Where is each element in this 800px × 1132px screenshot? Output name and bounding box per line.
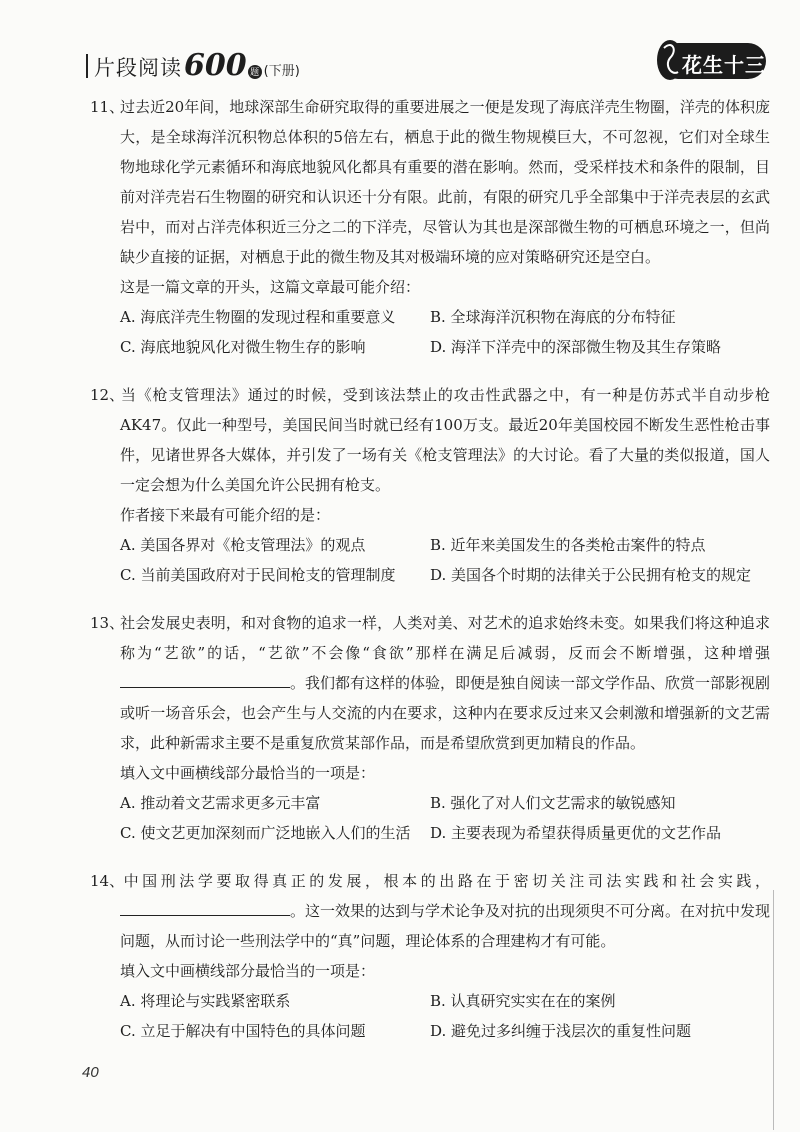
option-a: A. 美国各界对《枪支管理法》的观点 (120, 536, 366, 554)
option-a: A. 海底洋壳生物圈的发现过程和重要意义 (120, 308, 396, 326)
option-b: B. 近年来美国发生的各类枪击案件的特点 (430, 536, 706, 554)
brand-badge (652, 38, 770, 84)
option-c: C. 当前美国政府对于民间枪支的管理制度 (120, 566, 396, 584)
book-number: 600 (184, 48, 247, 83)
scan-edge-line (773, 890, 774, 1130)
question-number: 13、 (90, 614, 125, 632)
option-b: B. 强化了对人们文艺需求的敏锐感知 (430, 794, 676, 812)
question-text: 当《枪支管理法》通过的时候，受到该法禁止的攻击性武器之中，有一种是仿苏式半自动步枪AK47。仅此一种型号，美国民间当时就已经有100万支。最近20年美国校园不断发生恶性枪击事件，见诸世界各大媒体，并引发了一场有关《枪支管理法》的大讨论。看了大量的类似报道，国人一定会想为什么美国允许公民拥有枪支。 (120, 386, 770, 494)
badge-text: 花生十三 (682, 53, 766, 77)
question-prompt: 填入文中画横线部分最恰当的一项是： (120, 962, 376, 980)
question-12 (90, 380, 770, 590)
question-prompt: 作者接下来最有可能介绍的是： (120, 506, 331, 524)
question-text-before: 中国刑法学要取得真正的发展，根本的出路在于密切关注司法实践和社会实践， (120, 872, 770, 890)
question-stem (90, 380, 770, 500)
option-b: B. 认真研究实实在在的案例 (430, 992, 616, 1010)
title-mark: 题 (248, 65, 262, 79)
question-prompt: 填入文中画横线部分最恰当的一项是： (120, 764, 376, 782)
page-header (86, 44, 770, 90)
question-stem (90, 608, 770, 758)
fill-blank (120, 673, 290, 688)
question-prompt: 这是一篇文章的开头，这篇文章最可能介绍： (120, 278, 421, 296)
question-number: 14、 (90, 872, 125, 890)
options (90, 530, 770, 590)
question-text-after: 。这一效果的达到与学术论争及对抗的出现须臾不可分离。在对抗中发现问题，从而讨论一些刑法学中的“真”问题，理论体系的合理建构才有可能。 (120, 902, 771, 950)
fill-blank (120, 901, 290, 916)
question-14 (90, 866, 770, 1046)
book-title: 片段阅读 (94, 56, 182, 80)
option-b: B. 全球海洋沉积物在海底的分布特征 (430, 308, 676, 326)
option-d: D. 美国各个时期的法律关于公民拥有枪支的规定 (430, 566, 752, 584)
question-number: 12、 (90, 386, 125, 404)
question-text-after: 。我们都有这样的体验，即便是独自阅读一部文学作品、欣赏一部影视剧或听一场音乐会，也会产生与人交流的内在要求，这种内在要求反过来又会刺激和增强新的文艺需求，此种新需求主要不是重复欣赏某部作品，而是希望欣赏到更加精良的作品。 (120, 674, 771, 752)
question-11 (90, 92, 770, 362)
option-a: A. 推动着文艺需求更多元丰富 (120, 794, 321, 812)
option-d: D. 避免过多纠缠于浅层次的重复性问题 (430, 1022, 692, 1040)
page-number: 40 (82, 1064, 99, 1081)
option-a: A. 将理论与实践紧密联系 (120, 992, 291, 1010)
options (90, 788, 770, 848)
question-list (90, 92, 770, 1064)
question-number: 11、 (90, 98, 125, 116)
option-c: C. 使文艺更加深刻而广泛地嵌入人们的生活 (120, 824, 411, 842)
options (90, 986, 770, 1046)
brand-bar (86, 54, 88, 78)
options (90, 302, 770, 362)
option-c: C. 立足于解决有中国特色的具体问题 (120, 1022, 366, 1040)
book-volume: (下册) (263, 64, 300, 79)
option-d: D. 海洋下洋壳中的深部微生物及其生存策略 (430, 338, 722, 356)
question-text-before: 社会发展史表明，和对食物的追求一样，人类对美、对艺术的追求始终未变。如果我们将这种追求称为“艺欲”的话，“艺欲”不会像“食欲”那样在满足后减弱，反而会不断增强，这种增强 (120, 614, 770, 662)
question-text: 过去近20年间，地球深部生命研究取得的重要进展之一便是发现了海底洋壳生物圈，洋壳的体积庞大，是全球海洋沉积物总体积的5倍左右，栖息于此的微生物规模巨大，不可忽视，它们对全球生物地球化学元素循环和海底地貌风化都具有重要的潜在影响。然而，受采样技术和条件的限制，目前对洋壳岩石生物圈的研究和认识还十分有限。此前，有限的研究几乎全部集中于洋壳表层的玄武岩中，而对占洋壳体积近三分之二的下洋壳，尽管认为其也是深部微生物的可栖息环境之一，但尚缺少直接的证据，对栖息于此的微生物及其对极端环境的应对策略研究还是空白。 (120, 98, 770, 266)
option-c: C. 海底地貌风化对微生物生存的影响 (120, 338, 366, 356)
book-brand (86, 48, 300, 83)
question-stem (90, 866, 770, 956)
question-13 (90, 608, 770, 848)
question-stem (90, 92, 770, 272)
option-d: D. 主要表现为希望获得质量更优的文艺作品 (430, 824, 722, 842)
